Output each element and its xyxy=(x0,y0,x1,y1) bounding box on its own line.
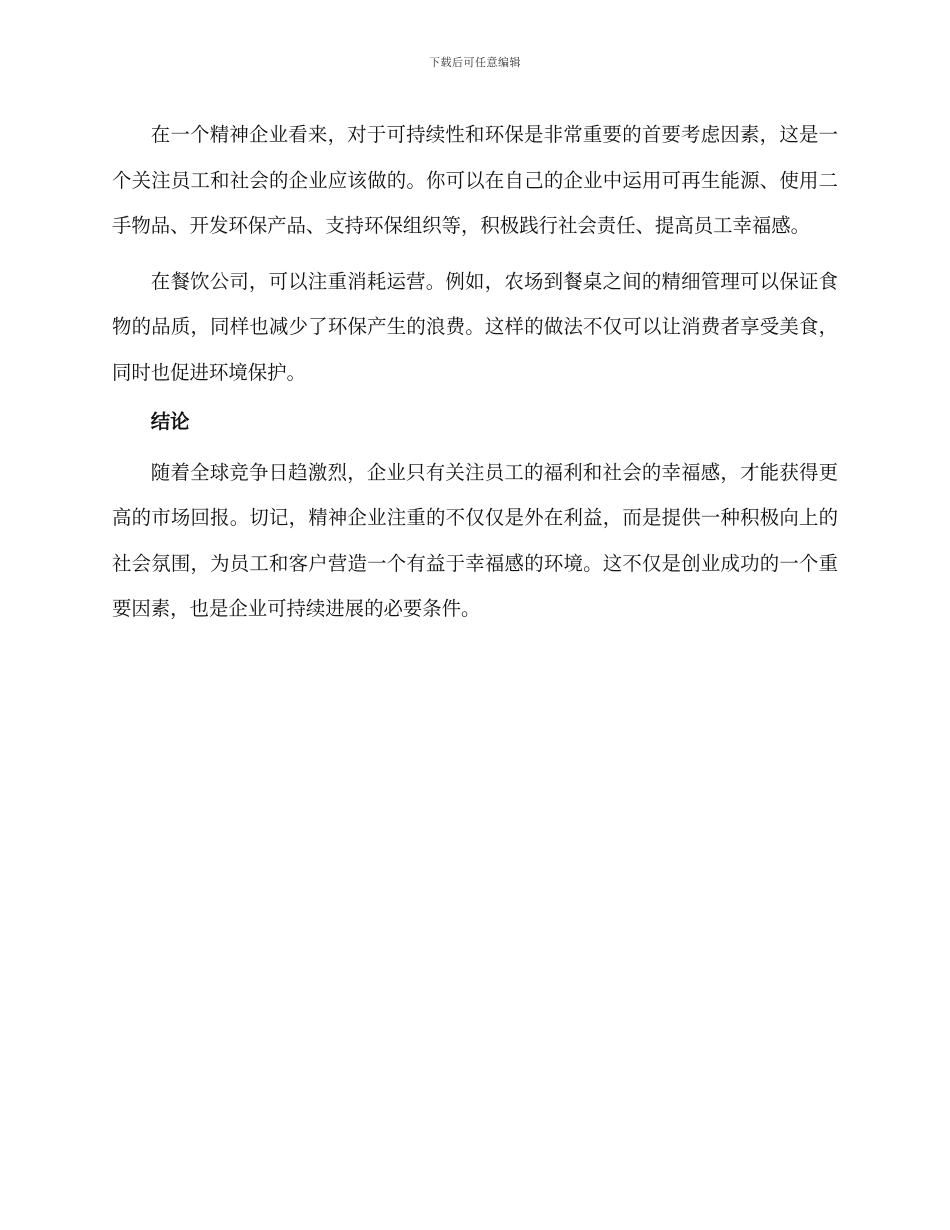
paragraph-sustainability: 在一个精神企业看来，对于可持续性和环保是非常重要的首要考虑因素，这是一个关注员工和社会的企业应该做的。你可以在自己的企业中运用可再生能源、使用二手物品、开发环保产品、支持环保组织等，积极践行社会责任、提高员工幸福感。 xyxy=(112,123,838,238)
section-heading-conclusion: 结论 xyxy=(150,409,190,433)
document-body xyxy=(112,112,838,642)
page-header: 下载后可任意编辑 xyxy=(429,56,521,69)
paragraph-restaurant: 在餐饮公司，可以注重消耗运营。例如，农场到餐桌之间的精细管理可以保证食物的品质，同样也减少了环保产生的浪费。这样的做法不仅可以让消费者享受美食，同时也促进环境保护。 xyxy=(112,269,838,384)
paragraph-conclusion: 随着全球竞争日趋激烈，企业只有关注员工的福利和社会的幸福感，才能获得更高的市场回报。切记，精神企业注重的不仅仅是外在利益，而是提供一种积极向上的社会氛围，为员工和客户营造一个有益于幸福感的环境。这不仅是创业成功的一个重要因素，也是企业可持续进展的必要条件。 xyxy=(112,460,838,621)
